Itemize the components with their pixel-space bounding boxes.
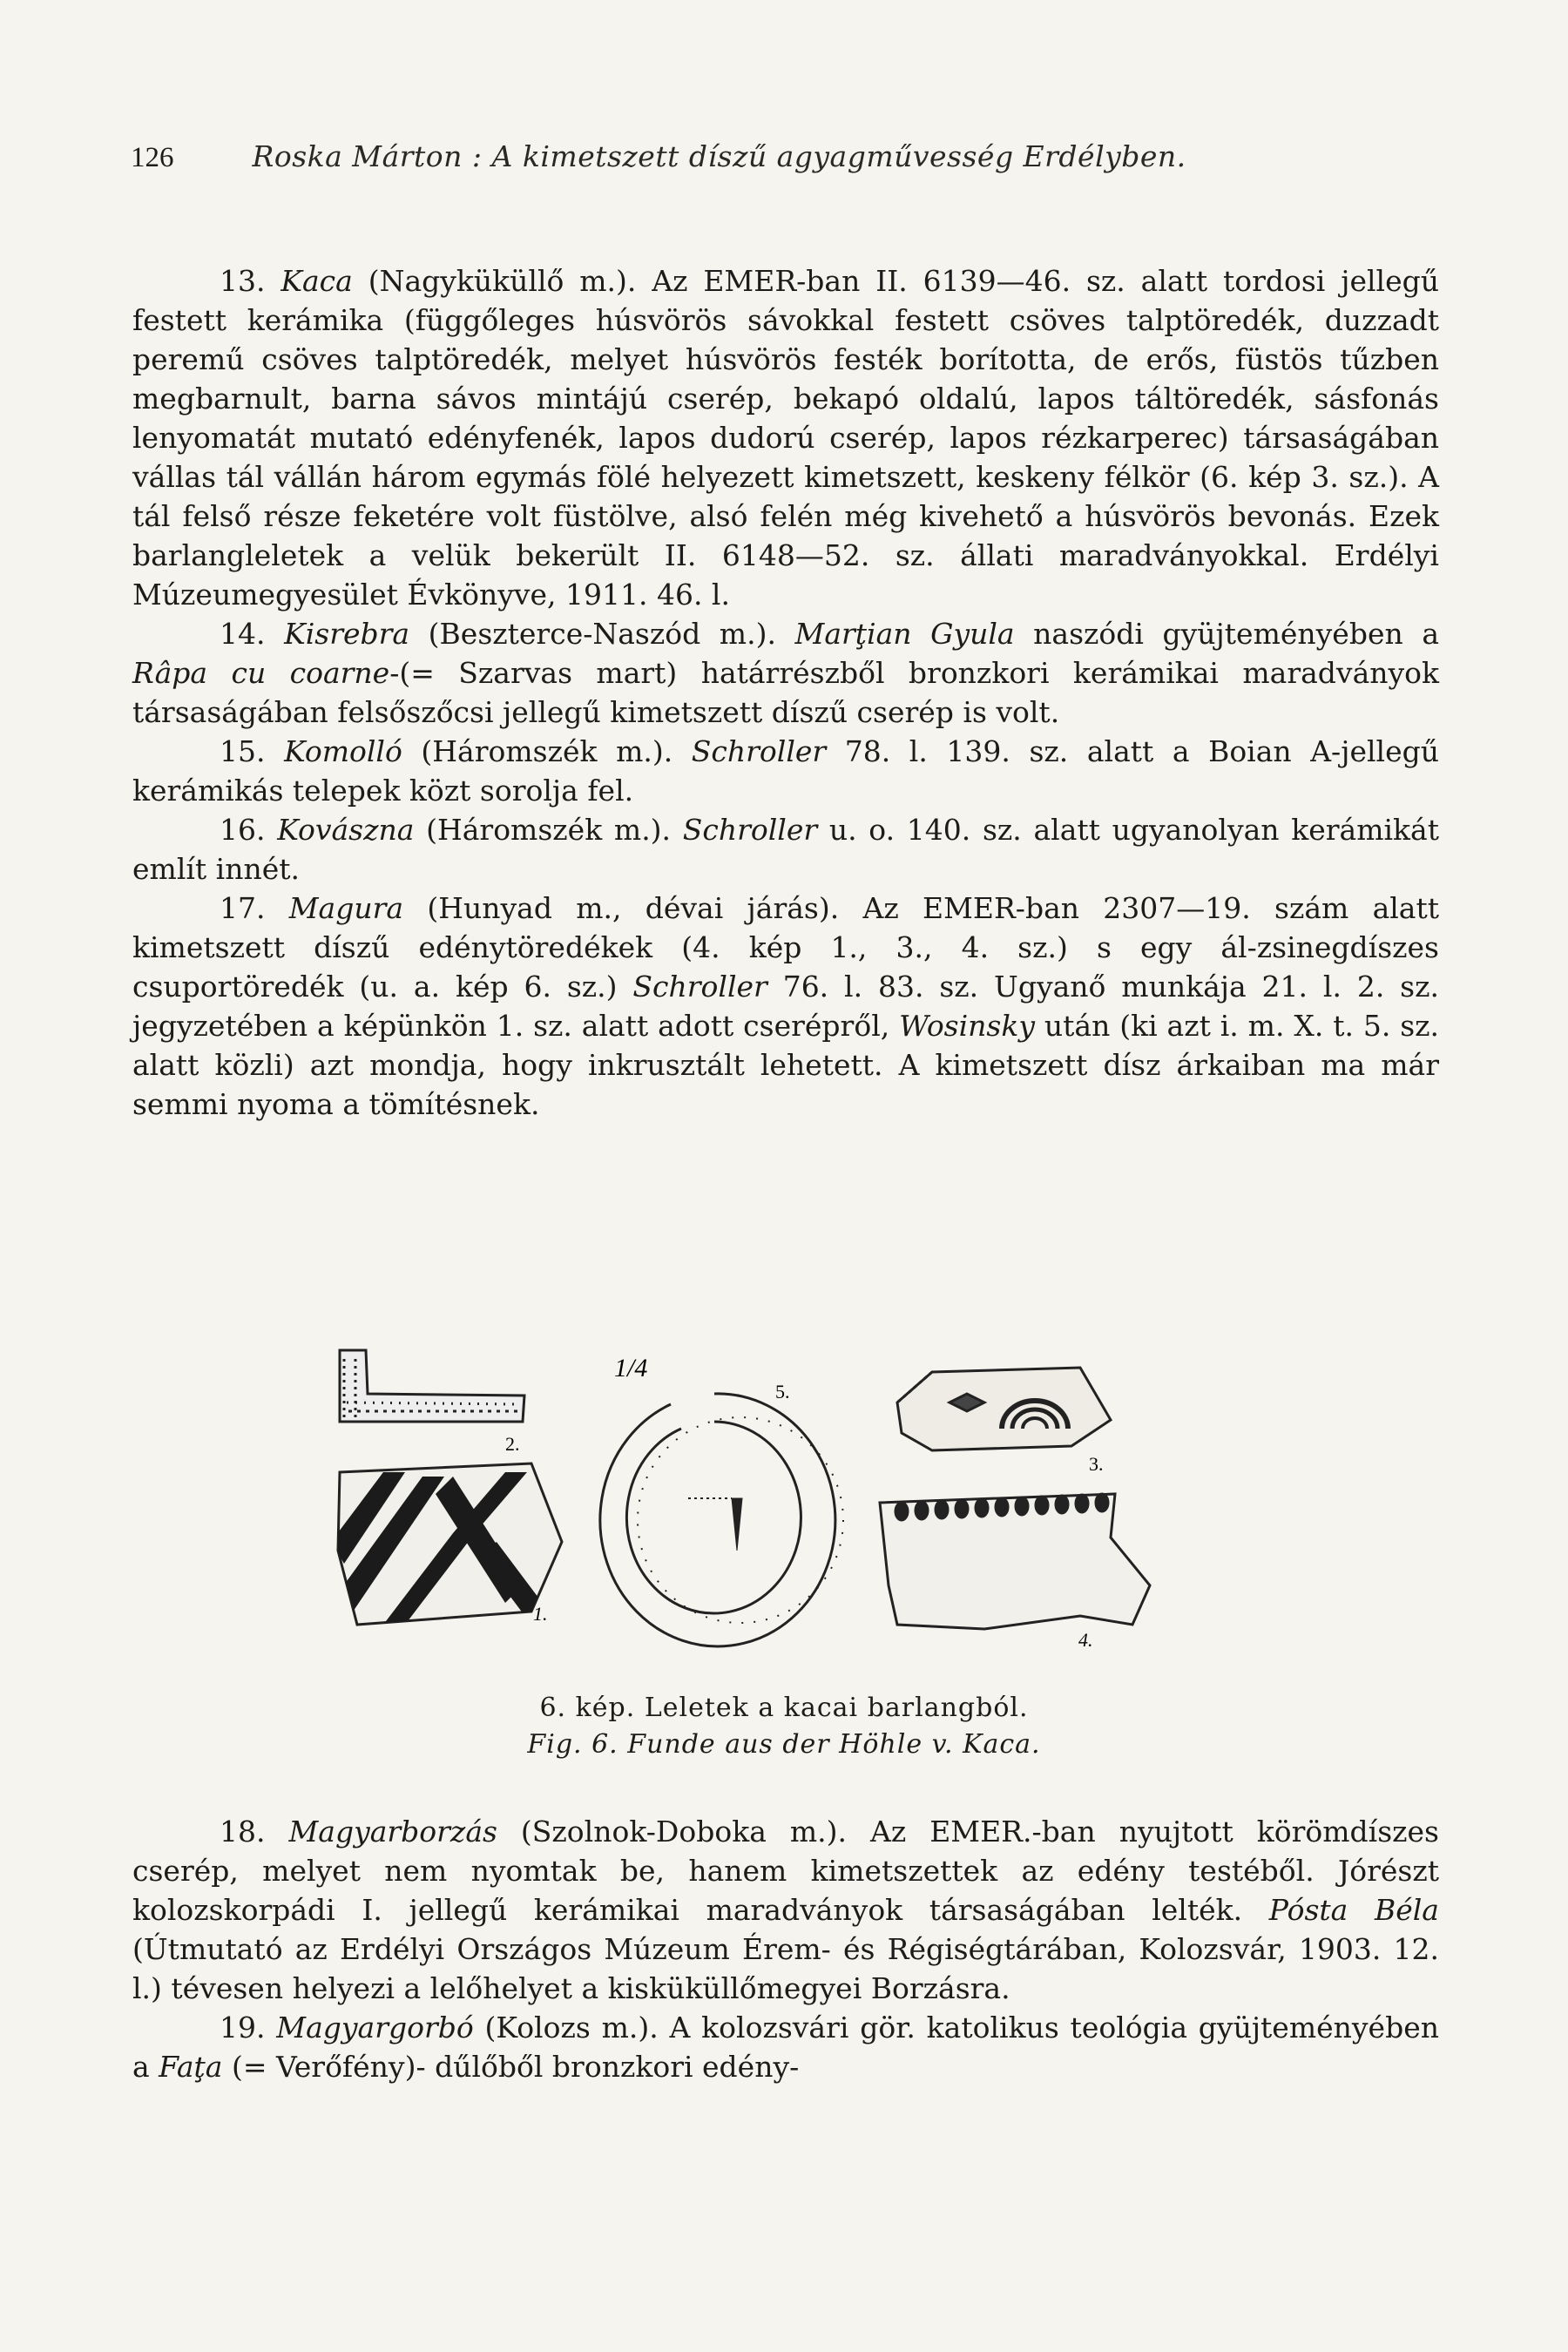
author-name: Schroller bbox=[691, 734, 827, 768]
figure-label-5: 5. bbox=[775, 1381, 790, 1402]
entry-19: 19. Magyargorbó (Kolozs m.). A kolozsvári gör. katolikus teológia gyüjteményében a Faţa (= Verőfény)- dűlőből bronzkori edény- bbox=[132, 2011, 1439, 2084]
figure-label-4: 4. bbox=[1078, 1629, 1093, 1651]
author-name: Schroller bbox=[632, 970, 767, 1004]
fragment-1-hatched-sherd bbox=[331, 1463, 562, 1625]
running-title: Roska Márton : A kimetszett díszű agyagművesség Erdélyben. bbox=[252, 139, 1186, 173]
scale-note: 1/4 bbox=[614, 1354, 648, 1382]
entry-17: 17. Magura (Hunyad m., dévai járás). Az EMER-ban 2307—19. szám alatt kimetszett díszű edénytöredékek (4. kép 1., 3., 4. sz.) s egy ál-zsinegdíszes csuportöredék (u. a. kép 6. sz.) Schroller 76. l. 83. sz. Ugyanő munkája 21. l. 2. sz. jegyzetében a képünkön 1. sz. alatt adott cserépről, Wosinsky után (ki azt i. m. X. t. 5. sz. alatt közli) azt mondja, hogy inkrusztált lehetett. A kimetszett dísz árkaiban ma már semmi nyoma a tömítésnek. bbox=[132, 891, 1440, 1121]
entry-15: 15. Komolló (Háromszék m.). Schroller 78. l. 139. sz. alatt a Boian A-jellegű kerámikás telepek közt sorolja fel. bbox=[132, 734, 1439, 808]
entry-18: 18. Magyarborzás (Szolnok-Doboka m.). Az EMER.-ban nyujtott körömdíszes cserép, melyet nem nyomtak be, hanem kimetszettek az edény testéből. Jórészt kolozskorpádi I. jellegű kerámikai maradványok társaságában lelték. Pósta Béla (Útmutató az Erdélyi Országos Múzeum Érem- és Régiségtárában, Kolozsvár, 1903. 12. l.) tévesen helyezi a lelőhelyet a kisküküllőmegyei Borzásra. bbox=[132, 1815, 1439, 2005]
author-name: Marţian Gyula bbox=[794, 617, 1015, 651]
place-name: Magyarborzás bbox=[288, 1815, 497, 1848]
fragment-2-rim-profile bbox=[340, 1350, 524, 1422]
fragment-3-semicircle-sherd bbox=[897, 1368, 1111, 1450]
fragment-4-notched-rim bbox=[880, 1494, 1150, 1629]
entry-13: 13. Kaca (Nagyküküllő m.). Az EMER-ban II. 6139—46. sz. alatt tordosi jellegű festett kerámika (függőleges húsvörös sávokkal festett csöves talptöredék, duzzadt peremű csöves talptöredék, melyet húsvörös festék borította, de erős, füstös tűzben megbarnult, barna sávos mintájú cserép, bekapó oldalú, lapos táltöredék, sásfonás lenyomatát mutató edényfenék, lapos dudorú cserép, lapos rézkarperec) társaságában vállas tál vállán három egymás fölé helyezett kimetszett, keskeny félkör (6. kép 3. sz.). A tál felső része feketére volt füstölve, alsó felén még kivehető a húsvörös bevonás. Ezek barlangleletek a velük bekerült II. 6148—52. sz. állati maradványokkal. Erdélyi Múzeumegyesület Évkönyve, 1911. 46. l. bbox=[132, 264, 1439, 612]
figure-label-1: 1. bbox=[533, 1603, 548, 1625]
page-header bbox=[131, 139, 1446, 174]
caption-german: Fig. 6. Funde aus der Höhle v. Kaca. bbox=[527, 1729, 1041, 1760]
fragment-5-ring bbox=[600, 1394, 843, 1646]
place-name: Kovászna bbox=[277, 813, 415, 847]
author-name: Wosinsky bbox=[899, 1009, 1036, 1043]
body-text-upper bbox=[132, 261, 1439, 1124]
site-name: Faţa bbox=[159, 2050, 223, 2084]
body-text-lower bbox=[132, 1812, 1439, 2086]
caption-hungarian: 6. kép. Leletek a kacai barlangból. bbox=[539, 1693, 1029, 1723]
author-name: Pósta Béla bbox=[1268, 1893, 1439, 1927]
entry-14: 14. Kisrebra (Beszterce-Naszód m.). Marţian Gyula naszódi gyüjteményében a Râpa cu coarne-(= Szarvas mart) határrészből bronzkori kerámikai maradványok társaságában felsőszőcsi jellegű kimetszett díszű cserép is volt. bbox=[132, 617, 1439, 729]
author-name: Schroller bbox=[682, 813, 818, 847]
place-name: Magyargorbó bbox=[276, 2011, 474, 2044]
entry-16: 16. Kovászna (Háromszék m.). Schroller u. o. 140. sz. alatt ugyanolyan kerámikát említ innét. bbox=[132, 813, 1439, 886]
place-name: Kaca bbox=[280, 264, 353, 298]
figure-caption bbox=[131, 1690, 1437, 1763]
place-name: Kisrebra bbox=[284, 617, 410, 651]
figure-label-2: 2. bbox=[505, 1433, 520, 1455]
figure-6-pottery-fragments bbox=[322, 1324, 1159, 1664]
place-name: Magura bbox=[288, 891, 404, 925]
page-number: 126 bbox=[131, 142, 174, 173]
place-name: Komolló bbox=[284, 734, 402, 768]
figure-label-3: 3. bbox=[1089, 1453, 1104, 1475]
pottery-illustration bbox=[322, 1324, 1159, 1664]
site-name: Râpa cu coarne bbox=[132, 656, 390, 690]
